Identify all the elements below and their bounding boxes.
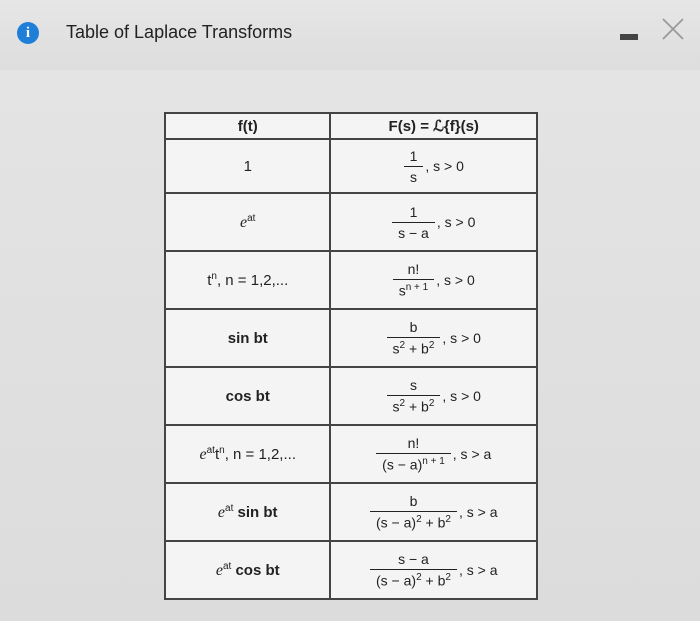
fraction (370, 551, 457, 589)
table-header-row (165, 113, 537, 139)
cell-ft (165, 367, 330, 425)
condition: , s > a (458, 562, 498, 578)
ft-text: 1 (243, 157, 252, 175)
den-base: (s − a) (376, 514, 417, 531)
den-base: s (392, 398, 400, 415)
den-tail: + b (421, 514, 446, 531)
den-tail: + b (405, 340, 429, 357)
denominator (370, 512, 457, 531)
den-sup2: 2 (428, 398, 435, 410)
condition: , s > a (458, 504, 498, 520)
ft-sup: at (206, 444, 215, 456)
den-sup: 2 (416, 514, 422, 526)
laplace-table (164, 112, 538, 600)
table-row (165, 309, 537, 367)
cell-ft (165, 541, 330, 599)
cell-ft (165, 425, 330, 483)
table-row (165, 139, 537, 193)
den-base: (s − a) (376, 572, 417, 589)
numerator: 1 (392, 204, 435, 223)
ft-sup2: n (219, 444, 225, 456)
denominator (370, 570, 457, 589)
ft-tail: , n = 1,2,... (216, 272, 289, 289)
table-row (165, 251, 537, 309)
den-sup2: 2 (428, 340, 435, 352)
ft-mid: t (214, 445, 220, 463)
den-sup2: 2 (445, 572, 451, 584)
condition: , s > a (452, 446, 492, 462)
cell-fs (330, 367, 537, 425)
ft-sup: at (222, 560, 232, 572)
ft-text: cos bt (225, 387, 270, 405)
cell-fs (330, 425, 537, 483)
cell-fs (330, 251, 537, 309)
fraction (392, 204, 435, 241)
cell-fs (330, 483, 537, 541)
ft-base: e (217, 503, 226, 521)
denominator (393, 280, 435, 299)
cell-fs (330, 139, 537, 193)
den-sup: 2 (399, 340, 406, 352)
header-fs: F(s) = ℒ{f}(s) (330, 113, 537, 139)
window-title: Table of Laplace Transforms (66, 22, 293, 42)
denominator: s − a (398, 224, 429, 241)
ft-sup: n (211, 271, 217, 282)
content-area (0, 70, 700, 621)
ft-base: e (215, 561, 223, 579)
ft-base: e (199, 445, 207, 463)
fraction (376, 435, 451, 473)
minimize-icon[interactable] (620, 34, 638, 40)
header-ft: f(t) (165, 113, 330, 139)
ft-sup: at (225, 502, 234, 514)
den-sup: n + 1 (422, 456, 445, 468)
cell-ft (165, 483, 330, 541)
cell-fs (330, 309, 537, 367)
numerator: n! (376, 435, 451, 454)
den-sup: 2 (399, 398, 406, 410)
denominator (387, 396, 441, 415)
den-base: s (398, 282, 406, 299)
fraction (393, 261, 435, 299)
window-header (0, 0, 700, 70)
info-icon[interactable]: i (17, 22, 39, 44)
cell-fs (330, 541, 537, 599)
cell-ft (165, 309, 330, 367)
fraction (404, 148, 424, 185)
cell-fs (330, 193, 537, 251)
den-sup2: 2 (445, 514, 451, 526)
denominator: s (409, 168, 417, 185)
fraction (370, 493, 457, 531)
cell-ft (165, 193, 330, 251)
ft-text: sin bt (227, 329, 268, 347)
numerator: s (387, 377, 441, 396)
ft-base: t (207, 272, 212, 289)
condition: , s > 0 (442, 330, 481, 346)
denominator (387, 338, 441, 357)
table-row (165, 193, 537, 251)
ft-tail: cos bt (231, 561, 280, 579)
denominator (376, 454, 451, 473)
condition: , s > 0 (436, 214, 476, 230)
cell-ft (165, 139, 330, 193)
ft-tail: , n = 1,2,... (224, 445, 296, 463)
condition: , s > 0 (442, 388, 481, 404)
fraction (387, 319, 441, 357)
close-icon[interactable] (660, 16, 686, 42)
numerator: 1 (404, 148, 424, 167)
table-row (165, 367, 537, 425)
den-tail: + b (421, 572, 446, 589)
den-tail: + b (405, 398, 429, 415)
cell-ft (165, 251, 330, 309)
fraction (387, 377, 441, 415)
condition: , s > 0 (436, 272, 475, 288)
den-base: (s − a) (382, 456, 423, 473)
numerator: n! (393, 261, 435, 280)
table-row (165, 541, 537, 599)
table-row (165, 425, 537, 483)
den-base: s (392, 340, 400, 357)
table-row (165, 483, 537, 541)
condition: , s > 0 (425, 158, 464, 174)
den-sup: 2 (416, 572, 422, 584)
numerator: b (387, 319, 441, 338)
ft-tail: sin bt (233, 503, 278, 521)
numerator: s − a (370, 551, 457, 570)
ft-sup: at (247, 212, 256, 224)
den-sup: n + 1 (405, 282, 429, 294)
ft-base: e (240, 213, 248, 231)
numerator: b (370, 493, 457, 512)
